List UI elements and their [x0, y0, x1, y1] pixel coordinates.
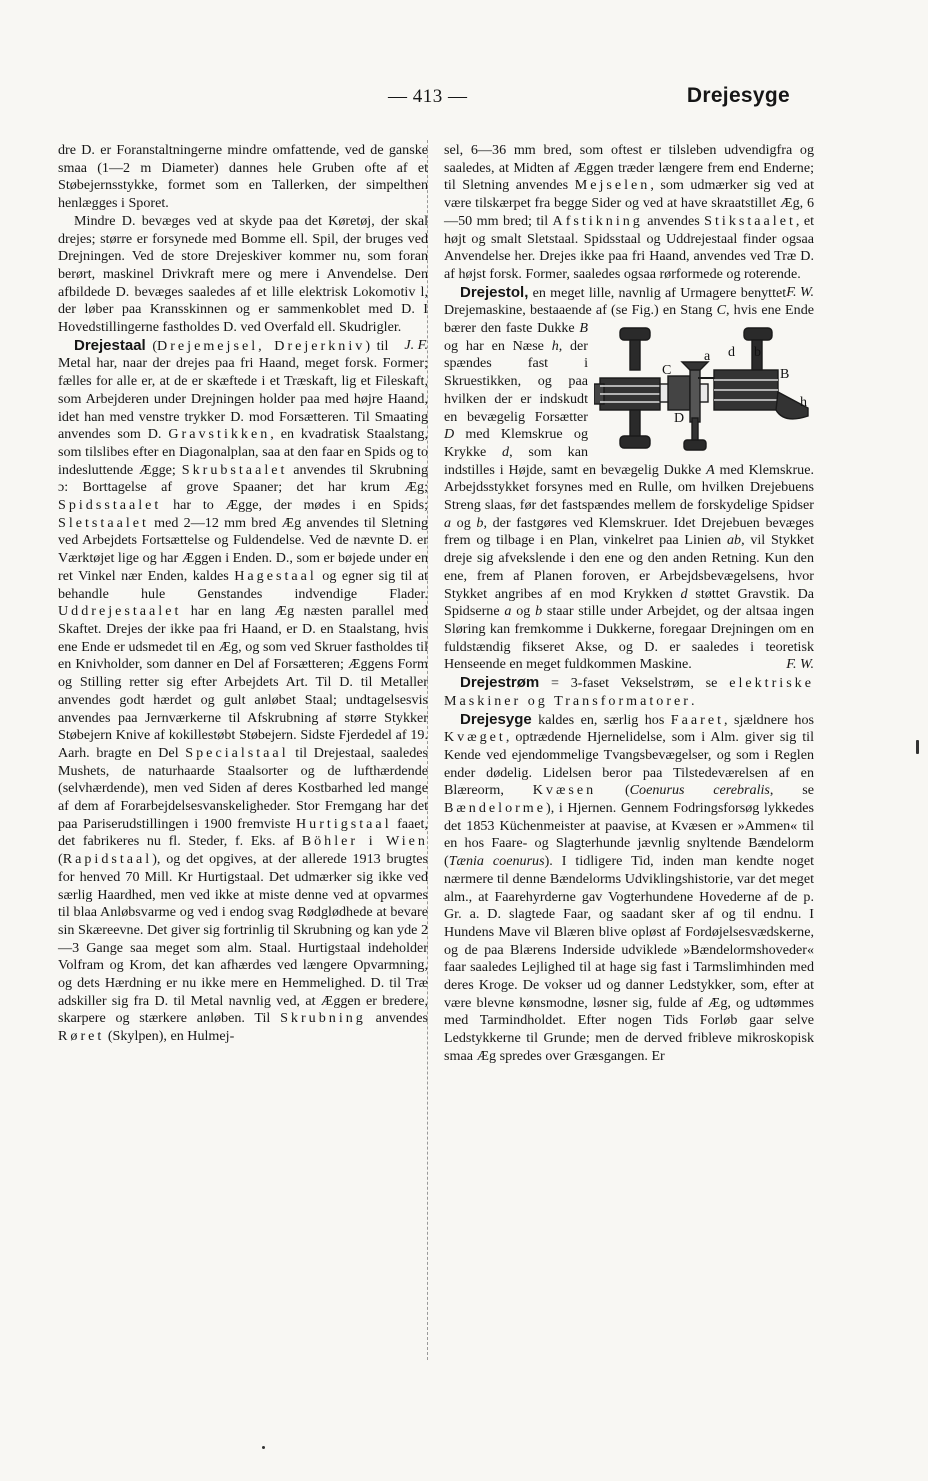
- lathe-illustration: [594, 322, 814, 458]
- figure-label-h: h: [800, 395, 807, 411]
- figure-label-a: a: [704, 349, 711, 365]
- figure-label-c: C: [662, 363, 672, 379]
- headword: Drejestaal: [74, 336, 146, 354]
- figure-label-d: d: [728, 345, 735, 361]
- signature: J. F.: [404, 336, 428, 353]
- left-paragraph-2: Mindre D. bevæges ved at skyde paa det Køretøj, der skal drejes; større er forsynede med Bomme ell. Spil, der bruges ved Drejningen. Ved de store Drejeskiver kommer nu, som foran berørt, maskinel Drivkraft mere og mere i Anvendelse. Den afbildede D. bevæges saaledes af et lille elektrisk Lokomotiv l, der løber paa Kransskinnen og er sammenkoblet med D. I Hovedstillingerne fastholdes D. ved Overfald ell. Skudrigler. J. F.: [58, 212, 428, 353]
- lathe-figure: [594, 322, 814, 458]
- figure-label-b-upper: B: [780, 367, 790, 383]
- signature: F. W.: [786, 656, 814, 673]
- right-column: [444, 142, 814, 1066]
- figure-label-d-upper: D: [674, 411, 685, 427]
- scan-mark: [916, 740, 919, 754]
- headword: Drejestrøm: [460, 674, 540, 692]
- entry-drejestol: Drejestol, en meget lille, navnlig af Urmagere benyttet Drejemaskine, bestaaende af (se Fig.) en Stang C, hvis ene Ende bærer den faste Dukke a d b C B D h B og har en Næse h, der spændes fast i Skruestikken, og paa hvilken der er indskudt en bevægelig Forsætter D med Klemskrue og Krykke d, som kan indstilles i Højde, samt en bevægelig Dukke A med Klemskrue. Arbejdsstykket forsynes med en Rulle, om hvilken Drejebuens Streng slaas, før det fastspændes mellem de forskydelige Spidser a og b, der fastgøres ved Klemskruer. Idet Drejebuen bevæges frem og tilbage i en Plan, vinkelret paa Linien ab, vil Stykket dreje sig afvekslende i den ene og den anden Retning. Kun den ene, frem af Planen foroven, er Arbejdsbevægelsens, hvor Stykket angribes af en mod Krykken d støttet Gravstik. Da Spidserne a og b staar stille under Arbejdet, og der altsaa ingen Sløring kan fremkomme i Dukkerne, foregaar Drejningen om en fuldstændig fikseret Akse, og D. er saaledes i teoretisk Henseende en meget fuldkommen Maskine. F. W.: [444, 283, 815, 673]
- headword: Drejesyge: [460, 710, 532, 728]
- running-head: Drejesyge: [686, 84, 790, 107]
- left-column: [58, 142, 428, 1046]
- page-header: [0, 86, 928, 116]
- figure-label-b: b: [754, 345, 761, 361]
- left-paragraph-1: dre D. er Foranstaltningerne mindre omfattende, ved de ganske smaa (1—2 m Diameter) dannes hele Gruben ofte af et Støbejernsstykke, formet som en Tallerken, der simpelthen henlægges i Sporet.: [58, 142, 428, 212]
- signature: F. W.: [786, 283, 814, 300]
- entry-drejestroem: Drejestrøm = 3-faset Vekselstrøm, se elektriske Maskiner og Transformatorer.: [444, 674, 814, 709]
- right-paragraph-1: sel, 6—36 mm bred, som oftest er tilsleben udvendigfra og saaledes, at Midten af Æggen træder længere frem end Enderne; til Sletning anvendes Mejselen, som udmærker sig ved at være tilskærpet fra begge Sider og ved at have skraatstillet Æg, 6—50 mm bred; til Afstikning anvendes Stikstaalet, et højt og smalt Sletstaal. Spidsstaal og Uddrejestaal finder ogsaa Anvendelse her. Drejes ikke paa fri Haand, anvendes ved Træ D. af højst forsk. Former, saaledes ogsaa rørformede og roterende. F. W.: [444, 142, 815, 300]
- entry-drejesyge: Drejesyge kaldes en, særlig hos Faaret, sjældnere hos Kvæget, optrædende Hjernelidelse, som i Alm. giver sig til Kende ved ejendommelige Tvangsbevægelser, og som i Reglen ender dødelig. Lidelsen beror paa Tilstedeværelsen af en Blæreorm, Kvæsen (Coenurus cerebralis, se Bændelorme), i Hjernen. Gennem Fodringsforsøg lykkedes det 1853 Küchenmeister at paavise, at Kvæsen er »Ammen« til en hos Faare- og Slagterhunde jævnlig snyltende Bændelorm (Tænia coenurus). I tidligere Tid, inden man kendte noget nærmere til denne Bændelorms Udviklingshistorie, var det meget alm., at Faarehyrderne gav Vogterhundene Hovederne af de p. Gr. a. D. slagtede Faar, og saadant sker af og til endnu. I Hundens Mave vil Blæren blive opløst af Fordøjelsesvædskerne, og de paa Blærens Inderside udviklede »Bændelormshoveder« faar saaledes Lejlighed til at hage sig fast i Tarmslimhinden med deres Kroge. De vokser ud og danner Ledstykker, som, efter at være blevne kønsmodne, løsner sig, fulde af Æg, og udtømmes med Tarmindholdet. Efter nogen Tids Forløb gaar selve Ledstykkerne til Grunde; men de derved fribleve mikroskopisk smaa Æg spredes over Græsgangen. Er: [444, 710, 815, 1064]
- headword: Drejestol,: [460, 283, 529, 301]
- page-number: — 413 —: [388, 86, 468, 107]
- scan-speck: [262, 1446, 265, 1449]
- entry-drejestaal: Drejestaal (Drejemejsel, Drejerkniv) til Metal har, naar der drejes paa fri Haand, meget forsk. Former; fælles for alle er, at de er skæftede i et Træskaft, lig et Fileskaft, som Arbejderen under Drejningen holder paa med højre Haand, idet han med venstre trykker D. mod Forsætteren. Til Smaating anvendes som D. Gravstikken, en kvadratisk Staalstang, som tilslibes efter en Diagonalplan, saa at den faar en Spids og to indesluttende Ægge; Skrubstaalet anvendes til Skrubning ɔ: Borttagelse af grove Spaaner; det har krum Æg; Spidsstaalet har to Ægge, der mødes i en Spids; Sletstaalet med 2—12 mm bred Æg anvendes til Sletning ved Arbejdets Fortsættelse og Fuldendelse. Ved de nævnte D. er Værktøjet lige og har Æggen i Enden. D., som er bøjede under en ret Vinkel nær Enden, kaldes Hagestaal og egner sig til at behandle hule Genstandes indvendige Flader. Uddrejestaalet har en lang Æg næsten parallel med Skaftet. Drejes der ikke paa fri Haand, er D. en Staalstang, hvis ene Ende er udsmedet til en Æg, og som ved Skruer fastholdes til en Knivholder, som danner en Del af Forsætteren; Æggens Form og Stilling retter sig efter Arbejdets Art. Til D. til Metaller anvendes godt hærdet og gult anløbet Staal; undtagelsesvis anvendes paa Jernværkerne til Afskrubning af større Stykker Støbejern Knive af kokillestøbt Støbejern. Sidste Fjerdedel af 19. Aarh. bragte en Del Specialstaal til Drejestaal, saaledes Mushets, de naturhaarde Staalsorter og de lufthærdende (selvhærdende), men ved Siden af deres Kostbarhed led mange af dem af Forarbejdelsesvanskeligheder. Stor Fremgang har det paa Pariserudstillingen i 1900 fremviste Hurtigstaal faaet, det fabrikeres nu fl. Steder, f. Eks. af Böhler i Wien (Rapidstaal), og det opgives, at der allerede 1913 brugtes for henved 70 Mill. Kr Hurtigstaal. Det udmærker sig ikke ved særlig Haardhed, men ved ikke at miste denne ved at opvarmes til blaa Anløbsvarme og ved i endog svag Rødglødhede at bevare sin Skæreevne. Det giver sig fortrinlig til Skrubning og kan yde 2—3 Gange saa meget som alm. Staal. Hurtigstaal indeholder Volfram og Krom, det kan afhærdes ved længere Opvarmning, og dets Hærdning er nu ikke mere en Hemmelighed. D. til Træ adskiller sig fra D. til Metal navnlig ved, at Æggen er bredere, skarpere og stærkere anløben. Til Skrubning anvendes Røret (Skylpen), en Hulmej-: [58, 336, 429, 1045]
